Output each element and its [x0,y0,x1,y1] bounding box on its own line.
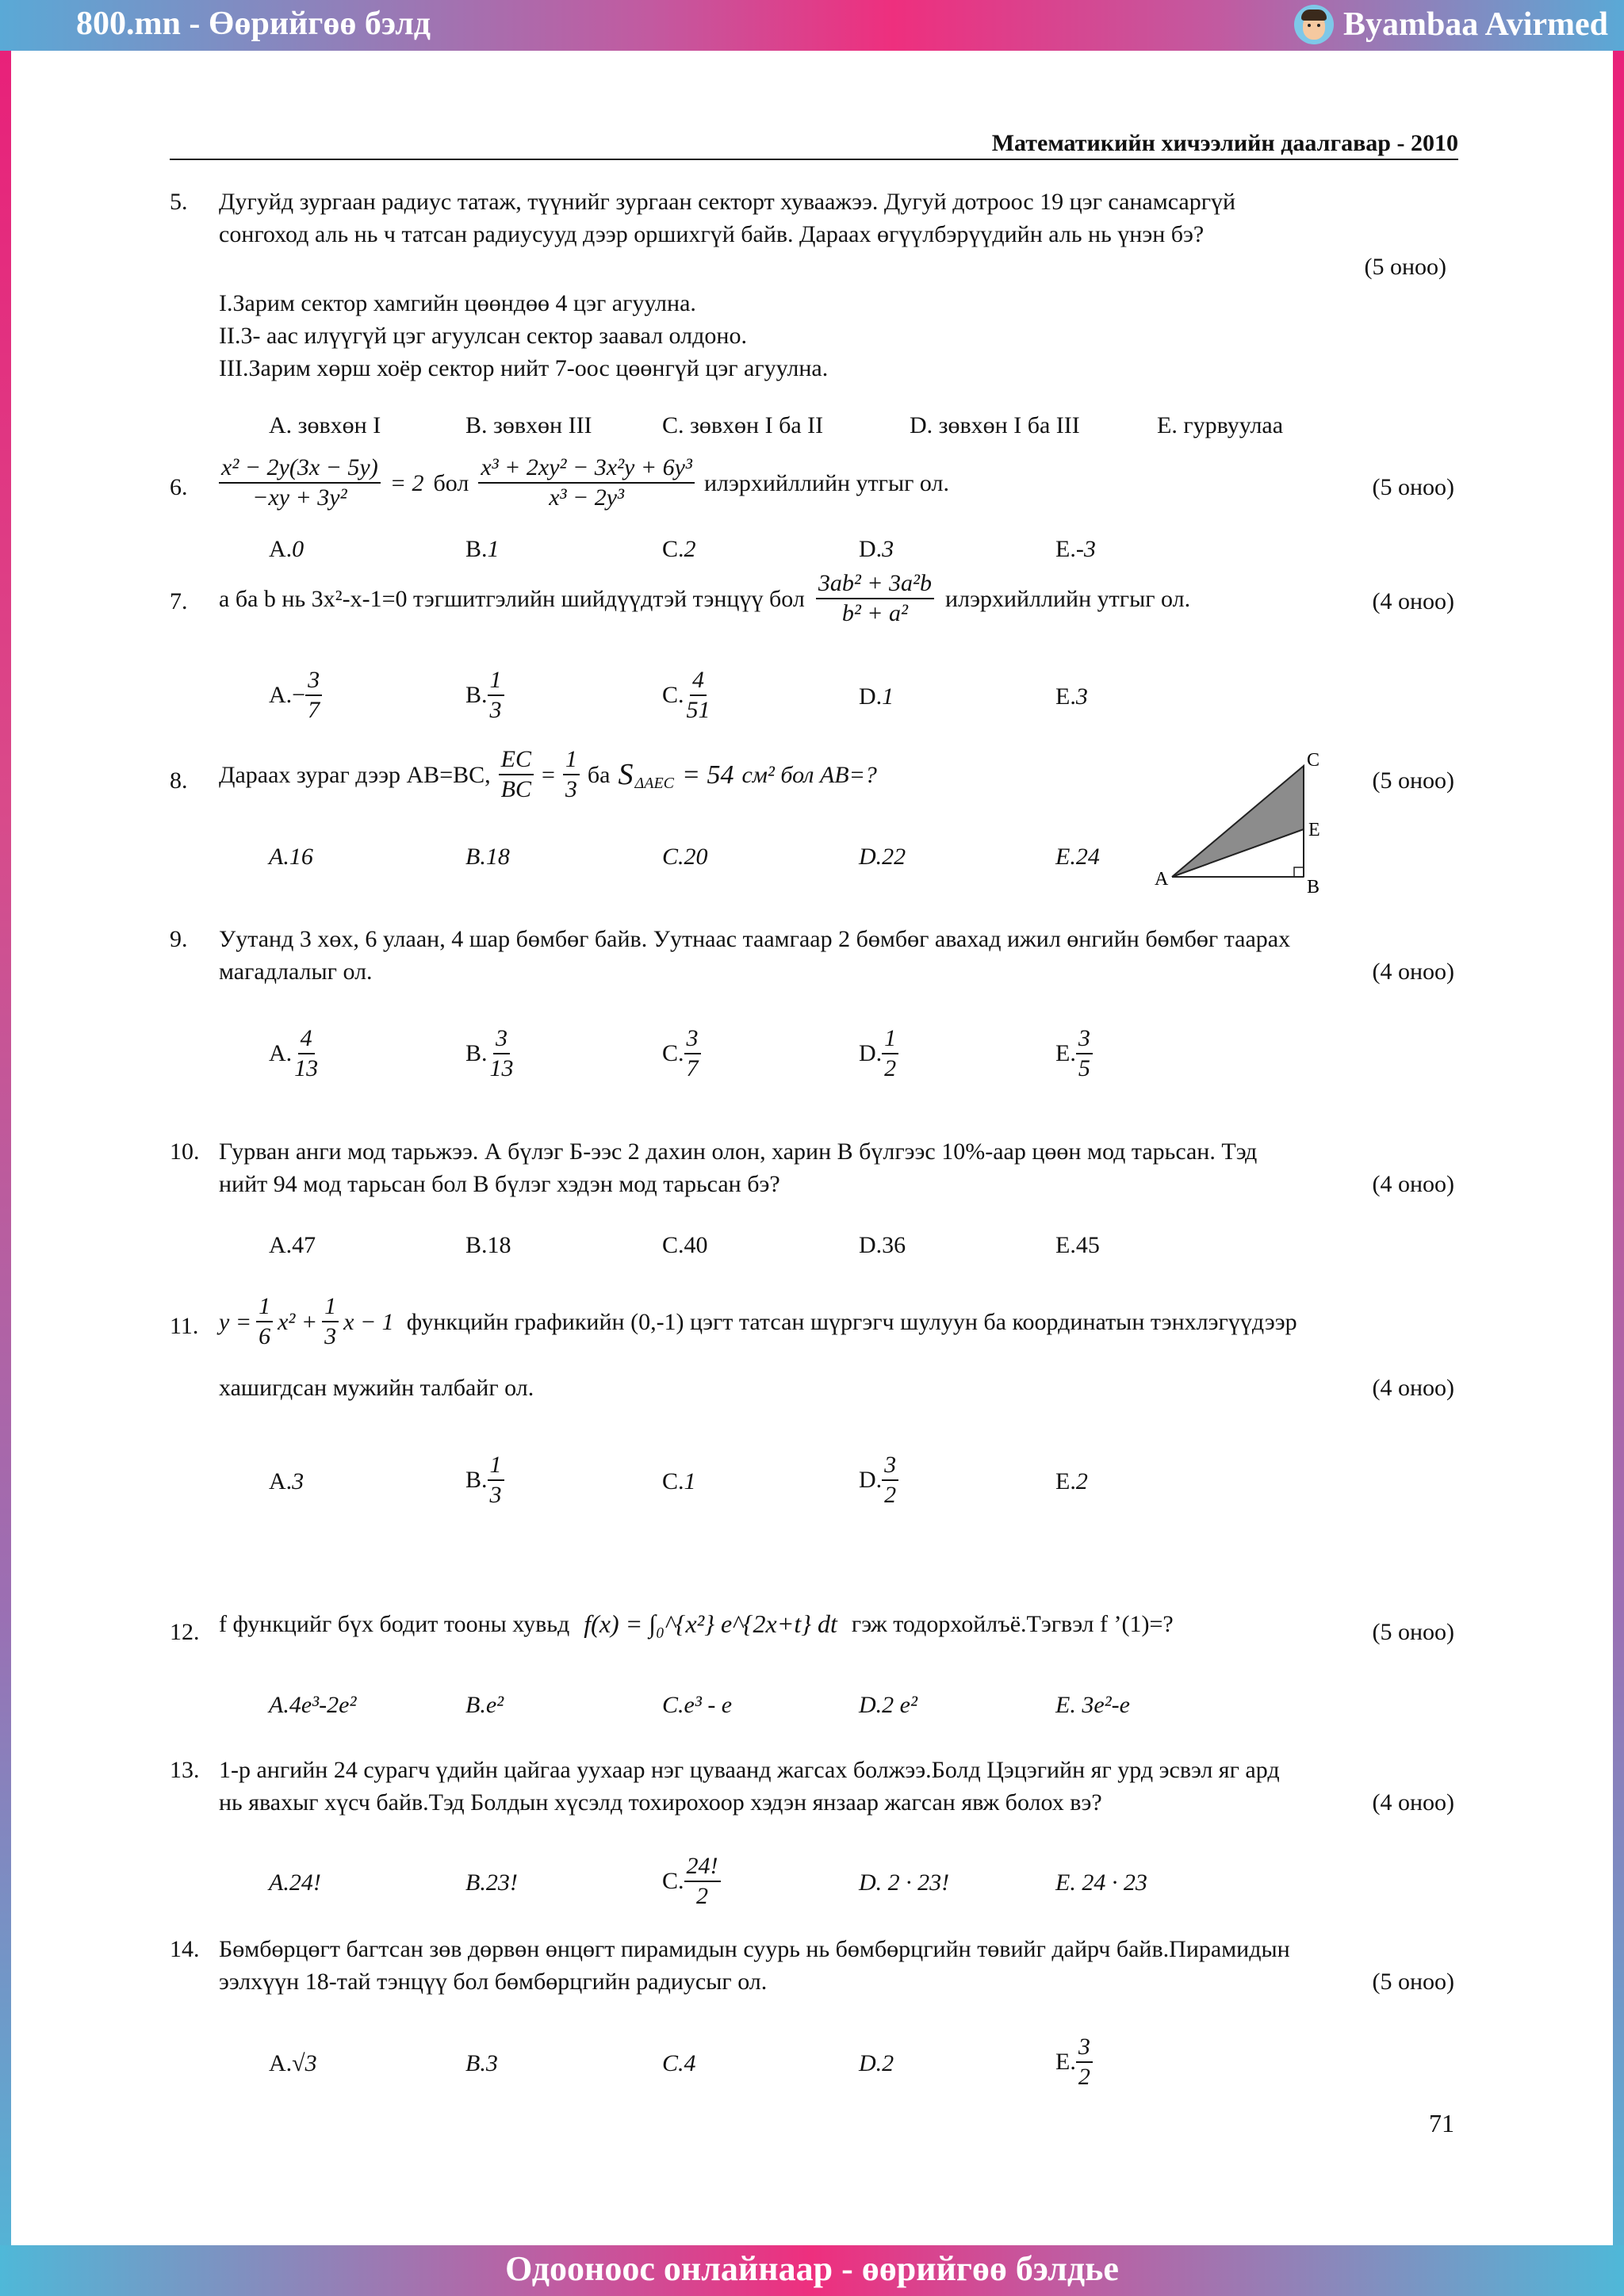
vertex-label-c: C [1307,750,1320,771]
option-a[interactable]: A.4e³-2e² [269,1692,357,1718]
option-b[interactable]: B.23! [465,1869,518,1896]
bottom-banner [0,2245,1624,2296]
fraction: $\frac{1}{3}$ [563,745,580,804]
question-number: 12. [170,1619,200,1645]
points-label: (4 оноо) [1372,588,1454,614]
page-number: 71 [1429,2109,1454,2137]
question-text-line: хашигдсан мужийн талбайг ол. [219,1375,534,1401]
question-text-line: нь явахыг хүсч байв.Тэд Болдын хүсэлд тохирохоор хэдэн янзаар жагсан явж болох вэ? [219,1789,1102,1816]
answer-options [269,1024,1458,1097]
option-e[interactable]: E. 3e²-e [1055,1692,1130,1718]
option-a[interactable]: A.47 [269,1232,316,1258]
option-a[interactable]: A. − $\frac{3}{7}$ [269,666,322,725]
option-c[interactable]: C.4 [662,2050,696,2076]
option-a[interactable]: A.16 [269,844,313,870]
option-b[interactable]: B. $\frac{1}{3}$ [465,1451,504,1510]
option-b[interactable]: B.18 [465,844,510,870]
statement-2: II.3- аас илүүгүй цэг агуулсан сектор заавал олдоно. [219,323,747,349]
avatar[interactable] [1294,5,1334,44]
option-c[interactable]: C. зөвхөн I ба II [662,412,824,438]
question-14 [170,1933,1454,2004]
option-b[interactable]: B. зөвхөн III [465,412,592,438]
option-d[interactable]: D. зөвхөн I ба III [910,412,1080,438]
option-a[interactable]: A. 3 [269,1468,304,1494]
page-header-title: Математикийн хичээлийн даалгавар - 2010 [170,130,1458,160]
answer-options [269,1451,1458,1524]
option-d[interactable]: D. $\frac{3}{2}$ [859,1451,898,1510]
option-b[interactable]: B. $\frac{1}{3}$ [465,666,504,725]
option-a[interactable]: A. зөвхөн I [269,412,381,438]
question-text-line: сонгоход аль нь ч татсан радиусууд дээр оршихгүй байв. Дараах өгүүлбэрүүдийн аль нь үнэн бэ? [219,221,1205,247]
answer-options [269,412,1458,460]
option-c[interactable]: C. $\frac{3}{7}$ [662,1024,701,1083]
option-a[interactable]: A. 0 [269,536,304,562]
question-13 [170,1754,1454,1825]
option-e[interactable]: E. $\frac{3}{5}$ [1055,1024,1093,1083]
option-c[interactable]: C. 1 [662,1468,696,1494]
answer-options [269,844,1458,891]
option-d[interactable]: D.22 [859,844,906,870]
option-e[interactable]: E. 2 [1055,1468,1088,1494]
slogan-link[interactable]: Одоонoос онлайнаар - өөрийгөө бэлдье [505,2249,1119,2288]
fraction: $\frac{EC}{BC}$ [499,745,534,804]
question-text-line: Уутанд 3 хөх, 6 улаан, 4 шар бөмбөг байв. Уутнаас таамгаар 2 бөмбөг авахад ижил өнгийн бөмбөг таарах [219,926,1291,952]
question-text-line: 1-р ангийн 24 сурагч үдийн цайгаа уухаар нэг цуваанд жагсах болжээ.Болд Цэцэгийн яг урд эсвэл яг ард [219,1757,1280,1783]
points-label: (5 оноо) [1372,767,1454,794]
question-number: 7. [170,588,188,614]
option-b[interactable]: B.18 [465,1232,511,1258]
document-page [11,51,1613,2245]
question-8: 8. Дараах зураг дээр AB=BC, $\frac{EC}{BC}$ = $\frac{1}{3}$ ба S ΔAEC = 54 см² бол AB=? (5 оноо) [170,746,1454,802]
vertex-label-a: A [1155,869,1169,890]
question-number: 11. [170,1313,199,1339]
question-number: 5. [170,189,188,215]
question-text-line: нийт 94 мод тарьсан бол В бүлэг хэдэн мод тарьсан бэ? [219,1171,780,1197]
option-d[interactable]: D.36 [859,1232,906,1258]
question-text-line: ээлхүүн 18-тай тэнцүү бол бөмбөрцгийн радиусыг ол. [219,1969,768,1995]
option-b[interactable]: B. 1 [465,536,500,562]
site-title-link[interactable]: 800.mn - Өөрийгөө бэлд [76,6,431,42]
option-d[interactable]: D.2 e² [859,1692,917,1718]
integral-formula: f(x) = ∫₀^{x²} e^{2x+t} dt [584,1609,837,1638]
vertex-label-b: B [1307,877,1320,897]
option-d[interactable]: D. $\frac{1}{2}$ [859,1024,898,1083]
option-a[interactable]: A. √3 [269,2050,317,2076]
option-a[interactable]: A. $\frac{4}{13}$ [269,1025,319,1081]
option-b[interactable]: B. $\frac{3}{13}$ [465,1025,514,1081]
answer-options [269,1692,1458,1739]
question-text-line: Дугуйд зургаан радиус татаж, түүнийг зургаан секторт хуваажээ. Дугуй дотроос 19 цэг санамсаргүй [219,189,1236,215]
option-c[interactable]: C.e³ - e [662,1692,733,1718]
option-e[interactable]: E. -3 [1055,536,1096,562]
option-a[interactable]: A.24! [269,1869,321,1896]
statement-3: III.Зарим хөрш хоёр сектор нийт 7-оос цөөнгүй цэг агуулна. [219,355,829,381]
option-e[interactable]: E. 24 · 23 [1055,1869,1147,1896]
option-c[interactable]: C. 2 [662,536,696,562]
option-e[interactable]: E. гурвуулаа [1157,412,1284,438]
question-number: 9. [170,926,188,952]
fraction: $\frac{\text{x² − 2y(3x − 5y)}}{\text{−xy + 3y²}}$ [219,453,381,512]
points-label: (4 оноо) [1372,1789,1454,1816]
question-7: 7. a ба b нь 3x²-x-1=0 тэгшитгэлийн шийдүүдтэй тэнцүү бол $\frac{\text{3ab² + 3a²b}}{\text{b² + a²}}$ илэрхийллийн утгыг ол. (4 оноо) [170,570,1454,626]
question-text-line: Бөмбөрцөгт багтсан зөв дөрвөн өнцөгт пирамидын суурь нь бөмбөрцгийн төвийг дайрч байв.Пирамидын [219,1936,1290,1962]
vertex-label-e: E [1308,820,1320,840]
option-d[interactable]: D.2 [859,2050,894,2076]
user-profile[interactable] [1294,5,1608,44]
top-banner [0,0,1624,51]
answer-options [269,1852,1458,1925]
option-e[interactable]: E.24 [1055,844,1100,870]
statement-1: I.Зарим сектор хамгийн цөөндөө 4 цэг агуулна. [219,290,696,316]
question-9 [170,923,1454,994]
answer-options [269,661,1458,734]
points-label: (5 оноо) [1372,1969,1454,1995]
option-c[interactable]: C.40 [662,1232,708,1258]
option-e[interactable]: E. $\frac{3}{2}$ [1055,2033,1093,2091]
fraction: $\frac{\text{3ab² + 3a²b}}{\text{b² + a²}}$ [816,569,934,628]
question-number: 13. [170,1757,200,1783]
question-number: 8. [170,767,188,794]
points-label: (5 оноо) [1364,254,1446,280]
question-number: 6. [170,474,188,500]
answer-options [269,1232,1458,1280]
points-label: (5 оноо) [1372,474,1454,500]
option-d[interactable]: D. 2 · 23! [859,1869,950,1896]
option-d[interactable]: D. 1 [859,683,894,710]
option-b[interactable]: B.3 [465,2050,498,2076]
question-10 [170,1135,1454,1207]
option-e[interactable]: E. 3 [1055,683,1088,710]
option-c[interactable]: C. $\frac{24!}{2}$ [662,1852,721,1911]
question-text-line: магадлалыг ол. [219,959,373,985]
answer-options [269,2033,1458,2106]
question-12: 12. f функцийг бүх бодит тооны хувьд f(x) = ∫₀^{x²} e^{2x+t} dt гэж тодорхойлъё.Тэгвэл f ’(1)=? (5 оноо) [170,1608,1454,1655]
question-5 [170,186,1454,439]
option-e[interactable]: E.45 [1055,1232,1100,1258]
points-label: (4 оноо) [1372,1375,1454,1401]
points-label: (4 оноо) [1372,959,1454,985]
option-d[interactable]: D. 3 [859,536,894,562]
option-b[interactable]: B.e² [465,1692,504,1718]
question-11: 11. y = $\frac{1}{6}$ x² + $\frac{1}{3}$ x − 1 функцийн графикийн (0,-1) цэгт татсан шүргэгч шулуун ба координатын тэнхлэгүүдээр хашигдсан мужийн талбайг ол. (4 оноо) [170,1292,1454,1419]
points-label: (4 оноо) [1372,1171,1454,1197]
user-name[interactable]: Byambaa Avirmed [1342,6,1608,43]
question-number: 14. [170,1936,200,1962]
option-c[interactable]: C. $\frac{4}{51}$ [662,667,710,723]
question-number: 10. [170,1138,200,1165]
option-c[interactable]: C.20 [662,844,708,870]
points-label: (5 оноо) [1372,1619,1454,1645]
question-text-line: Гурван анги мод тарьжээ. А бүлэг Б-ээс 2 дахин олон, харин В бүлгээс 10%-аар цөөн мод тарьсан. Тэд [219,1138,1258,1165]
fraction: $\frac{\text{x³ + 2xy² − 3x²y + 6y³}}{\text{x³ − 2y³}}$ [478,453,695,512]
question-6: 6. $\frac{\text{x² − 2y(3x − 5y)}}{\text{−xy + 3y²}}$ = 2 бол $\frac{\text{x³ + 2xy² − 3x²y + 6y³}}{\text{x³ − 2y³}}$ илэрхийллийн утгыг ол. (5 оноо) [170,454,1454,511]
